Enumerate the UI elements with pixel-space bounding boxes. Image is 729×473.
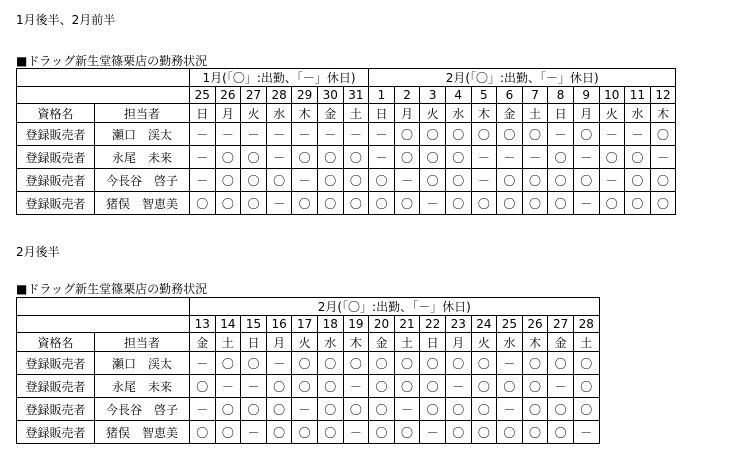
attendance-mark: － bbox=[215, 375, 241, 398]
weekday-cell: 日 bbox=[190, 104, 216, 123]
day-number: 5 bbox=[471, 87, 497, 104]
attendance-mark: － bbox=[215, 123, 241, 146]
corner-cell bbox=[17, 69, 190, 87]
month-header: 2月(「〇」:出勤、「－」休日) bbox=[190, 298, 600, 316]
attendance-mark: 〇 bbox=[548, 169, 574, 192]
attendance-mark: 〇 bbox=[599, 192, 625, 215]
attendance-mark: － bbox=[445, 375, 471, 398]
attendance-mark: 〇 bbox=[420, 398, 446, 421]
attendance-mark: － bbox=[241, 123, 267, 146]
attendance-mark: － bbox=[292, 123, 318, 146]
attendance-mark: － bbox=[266, 192, 292, 215]
attendance-mark: 〇 bbox=[420, 123, 446, 146]
attendance-mark: 〇 bbox=[471, 192, 497, 215]
attendance-mark: － bbox=[241, 421, 267, 444]
staff-name-cell: 今長谷 啓子 bbox=[95, 398, 190, 421]
attendance-mark: 〇 bbox=[445, 352, 471, 375]
attendance-mark: 〇 bbox=[420, 375, 446, 398]
attendance-mark: 〇 bbox=[266, 375, 292, 398]
attendance-mark: 〇 bbox=[394, 375, 420, 398]
attendance-mark: 〇 bbox=[522, 352, 548, 375]
attendance-mark: 〇 bbox=[394, 421, 420, 444]
attendance-mark: 〇 bbox=[190, 375, 216, 398]
attendance-mark: － bbox=[497, 398, 523, 421]
day-number: 23 bbox=[445, 316, 471, 333]
month-header: 2月(「〇」:出勤、「－」休日) bbox=[369, 69, 676, 87]
attendance-mark: 〇 bbox=[266, 421, 292, 444]
section-heading-second: 2月後半 bbox=[16, 245, 60, 259]
attendance-mark: 〇 bbox=[241, 352, 267, 375]
attendance-mark: 〇 bbox=[317, 146, 343, 169]
qualification-cell: 登録販売者 bbox=[17, 169, 95, 192]
attendance-mark: 〇 bbox=[369, 398, 395, 421]
attendance-mark: － bbox=[599, 169, 625, 192]
attendance-mark: － bbox=[497, 146, 523, 169]
weekday-cell: 金 bbox=[190, 333, 216, 352]
attendance-mark: 〇 bbox=[317, 421, 343, 444]
day-number: 21 bbox=[394, 316, 420, 333]
attendance-mark: 〇 bbox=[522, 123, 548, 146]
attendance-mark: － bbox=[266, 352, 292, 375]
attendance-mark: － bbox=[420, 421, 446, 444]
attendance-mark: 〇 bbox=[573, 375, 599, 398]
attendance-mark: 〇 bbox=[369, 421, 395, 444]
attendance-mark: 〇 bbox=[548, 192, 574, 215]
attendance-mark: － bbox=[190, 169, 216, 192]
qualification-cell: 登録販売者 bbox=[17, 352, 95, 375]
attendance-mark: － bbox=[420, 192, 446, 215]
month-header: 1月(「〇」:出勤、「－」休日) bbox=[190, 69, 369, 87]
day-number: 14 bbox=[215, 316, 241, 333]
qualification-cell: 登録販売者 bbox=[17, 421, 95, 444]
attendance-mark: － bbox=[241, 375, 267, 398]
attendance-mark: 〇 bbox=[241, 146, 267, 169]
attendance-mark: 〇 bbox=[266, 169, 292, 192]
schedule-table-2 bbox=[16, 297, 600, 444]
weekday-cell: 金 bbox=[317, 104, 343, 123]
attendance-mark: 〇 bbox=[343, 352, 369, 375]
staff-row bbox=[17, 421, 600, 444]
staff-row bbox=[17, 352, 600, 375]
attendance-mark: 〇 bbox=[548, 352, 574, 375]
weekday-cell: 木 bbox=[343, 333, 369, 352]
attendance-mark: 〇 bbox=[343, 192, 369, 215]
staff-header: 担当者 bbox=[95, 333, 190, 352]
attendance-mark: 〇 bbox=[445, 169, 471, 192]
day-number: 24 bbox=[471, 316, 497, 333]
weekday-cell: 水 bbox=[497, 333, 523, 352]
attendance-mark: 〇 bbox=[215, 169, 241, 192]
attendance-mark: 〇 bbox=[317, 375, 343, 398]
day-number: 7 bbox=[522, 87, 548, 104]
attendance-mark: 〇 bbox=[343, 169, 369, 192]
weekday-cell: 土 bbox=[394, 333, 420, 352]
weekday-cell: 月 bbox=[394, 104, 420, 123]
attendance-mark: 〇 bbox=[369, 169, 395, 192]
staff-name-cell: 永尾 未来 bbox=[95, 375, 190, 398]
day-number: 26 bbox=[522, 316, 548, 333]
day-number: 4 bbox=[445, 87, 471, 104]
weekday-cell: 月 bbox=[573, 104, 599, 123]
attendance-mark: 〇 bbox=[497, 421, 523, 444]
attendance-mark: 〇 bbox=[497, 123, 523, 146]
weekday-cell: 木 bbox=[471, 104, 497, 123]
weekday-cell: 金 bbox=[497, 104, 523, 123]
staff-row bbox=[17, 398, 600, 421]
attendance-mark: 〇 bbox=[650, 169, 676, 192]
attendance-mark: 〇 bbox=[497, 169, 523, 192]
day-number: 18 bbox=[317, 316, 343, 333]
day-number: 6 bbox=[497, 87, 523, 104]
day-number: 25 bbox=[497, 316, 523, 333]
attendance-mark: 〇 bbox=[599, 146, 625, 169]
attendance-mark: － bbox=[369, 123, 395, 146]
qualification-cell: 登録販売者 bbox=[17, 123, 95, 146]
attendance-mark: － bbox=[394, 398, 420, 421]
qualification-cell: 登録販売者 bbox=[17, 375, 95, 398]
day-number: 12 bbox=[650, 87, 676, 104]
weekday-cell: 木 bbox=[522, 333, 548, 352]
store-title: ■ドラッグ新生堂篠栗店の勤務状況 bbox=[16, 54, 208, 68]
attendance-mark: － bbox=[573, 192, 599, 215]
attendance-mark: 〇 bbox=[369, 375, 395, 398]
attendance-mark: － bbox=[292, 169, 318, 192]
weekday-cell: 火 bbox=[292, 333, 318, 352]
attendance-mark: 〇 bbox=[445, 421, 471, 444]
attendance-mark: 〇 bbox=[317, 192, 343, 215]
attendance-mark: 〇 bbox=[394, 192, 420, 215]
qualification-header: 資格名 bbox=[17, 333, 95, 352]
weekday-cell: 土 bbox=[215, 333, 241, 352]
weekday-cell: 月 bbox=[266, 333, 292, 352]
attendance-mark: 〇 bbox=[548, 421, 574, 444]
attendance-mark: 〇 bbox=[241, 398, 267, 421]
attendance-mark: 〇 bbox=[650, 123, 676, 146]
day-number: 28 bbox=[573, 316, 599, 333]
day-number: 20 bbox=[369, 316, 395, 333]
attendance-mark: 〇 bbox=[394, 123, 420, 146]
staff-row bbox=[17, 375, 600, 398]
day-number: 9 bbox=[573, 87, 599, 104]
qualification-cell: 登録販売者 bbox=[17, 398, 95, 421]
staff-name-cell: 今長谷 啓子 bbox=[95, 169, 190, 192]
attendance-mark: 〇 bbox=[317, 398, 343, 421]
attendance-mark: 〇 bbox=[292, 352, 318, 375]
attendance-mark: 〇 bbox=[573, 169, 599, 192]
day-number: 11 bbox=[625, 87, 651, 104]
weekday-cell: 火 bbox=[420, 104, 446, 123]
weekday-cell: 火 bbox=[471, 333, 497, 352]
qualification-header: 資格名 bbox=[17, 104, 95, 123]
attendance-mark: 〇 bbox=[650, 192, 676, 215]
attendance-mark: 〇 bbox=[471, 421, 497, 444]
attendance-mark: 〇 bbox=[625, 192, 651, 215]
attendance-mark: － bbox=[266, 146, 292, 169]
attendance-mark: 〇 bbox=[625, 169, 651, 192]
attendance-mark: 〇 bbox=[241, 169, 267, 192]
attendance-mark: 〇 bbox=[445, 123, 471, 146]
weekday-cell: 月 bbox=[445, 333, 471, 352]
attendance-mark: － bbox=[599, 123, 625, 146]
attendance-mark: 〇 bbox=[497, 375, 523, 398]
weekday-cell: 日 bbox=[241, 333, 267, 352]
attendance-mark: 〇 bbox=[190, 421, 216, 444]
attendance-mark: 〇 bbox=[497, 192, 523, 215]
attendance-mark: － bbox=[522, 146, 548, 169]
attendance-mark: 〇 bbox=[190, 192, 216, 215]
attendance-mark: 〇 bbox=[266, 398, 292, 421]
weekday-cell: 土 bbox=[573, 333, 599, 352]
day-number: 10 bbox=[599, 87, 625, 104]
staff-name-cell: 永尾 未来 bbox=[95, 146, 190, 169]
attendance-mark: － bbox=[343, 375, 369, 398]
attendance-mark: 〇 bbox=[420, 352, 446, 375]
qualification-cell: 登録販売者 bbox=[17, 192, 95, 215]
day-number: 13 bbox=[190, 316, 216, 333]
attendance-mark: 〇 bbox=[369, 192, 395, 215]
weekday-cell: 金 bbox=[548, 333, 574, 352]
day-number: 28 bbox=[266, 87, 292, 104]
weekday-cell: 土 bbox=[343, 104, 369, 123]
attendance-mark: 〇 bbox=[471, 375, 497, 398]
attendance-mark: 〇 bbox=[445, 398, 471, 421]
attendance-mark: 〇 bbox=[548, 398, 574, 421]
day-number: 31 bbox=[343, 87, 369, 104]
day-number: 1 bbox=[369, 87, 395, 104]
qualification-cell: 登録販売者 bbox=[17, 146, 95, 169]
attendance-mark: 〇 bbox=[317, 352, 343, 375]
day-number: 26 bbox=[215, 87, 241, 104]
attendance-mark: 〇 bbox=[522, 169, 548, 192]
attendance-mark: － bbox=[471, 146, 497, 169]
attendance-mark: － bbox=[625, 123, 651, 146]
weekday-cell: 水 bbox=[625, 104, 651, 123]
attendance-mark: － bbox=[317, 123, 343, 146]
weekday-cell: 日 bbox=[548, 104, 574, 123]
attendance-mark: 〇 bbox=[522, 421, 548, 444]
day-number: 30 bbox=[317, 87, 343, 104]
attendance-mark: 〇 bbox=[394, 352, 420, 375]
attendance-mark: 〇 bbox=[215, 352, 241, 375]
staff-name-cell: 猪俣 智恵美 bbox=[95, 421, 190, 444]
attendance-mark: 〇 bbox=[343, 146, 369, 169]
attendance-mark: － bbox=[190, 398, 216, 421]
attendance-mark: 〇 bbox=[215, 146, 241, 169]
weekday-cell: 木 bbox=[650, 104, 676, 123]
attendance-mark: 〇 bbox=[241, 192, 267, 215]
attendance-mark: 〇 bbox=[215, 398, 241, 421]
staff-row bbox=[17, 123, 676, 146]
attendance-mark: 〇 bbox=[471, 123, 497, 146]
attendance-mark: 〇 bbox=[573, 398, 599, 421]
weekday-cell: 日 bbox=[420, 333, 446, 352]
attendance-mark: － bbox=[266, 123, 292, 146]
attendance-mark: － bbox=[573, 421, 599, 444]
weekday-cell: 金 bbox=[369, 333, 395, 352]
weekday-cell: 月 bbox=[215, 104, 241, 123]
attendance-mark: － bbox=[343, 421, 369, 444]
attendance-mark: － bbox=[343, 123, 369, 146]
store-title: ■ドラッグ新生堂篠栗店の勤務状況 bbox=[16, 282, 208, 296]
attendance-mark: 〇 bbox=[343, 398, 369, 421]
day-number: 27 bbox=[548, 316, 574, 333]
attendance-mark: 〇 bbox=[394, 146, 420, 169]
attendance-mark: － bbox=[573, 146, 599, 169]
weekday-cell: 木 bbox=[292, 104, 318, 123]
day-number: 17 bbox=[292, 316, 318, 333]
schedule-table-1 bbox=[16, 68, 676, 215]
blank-cell bbox=[17, 87, 190, 104]
day-number: 3 bbox=[420, 87, 446, 104]
attendance-mark: 〇 bbox=[445, 146, 471, 169]
attendance-mark: 〇 bbox=[445, 192, 471, 215]
attendance-mark: 〇 bbox=[369, 352, 395, 375]
day-number: 16 bbox=[266, 316, 292, 333]
day-number: 25 bbox=[190, 87, 216, 104]
day-number: 19 bbox=[343, 316, 369, 333]
attendance-mark: － bbox=[471, 169, 497, 192]
staff-name-cell: 瀬口 渓太 bbox=[95, 352, 190, 375]
attendance-mark: － bbox=[190, 146, 216, 169]
attendance-mark: － bbox=[548, 123, 574, 146]
attendance-mark: 〇 bbox=[317, 169, 343, 192]
staff-row bbox=[17, 169, 676, 192]
attendance-mark: － bbox=[190, 352, 216, 375]
blank-cell bbox=[17, 316, 190, 333]
attendance-mark: 〇 bbox=[420, 169, 446, 192]
attendance-mark: 〇 bbox=[292, 146, 318, 169]
section-heading-first: 1月後半、2月前半 bbox=[16, 13, 116, 27]
staff-name-cell: 瀬口 渓太 bbox=[95, 123, 190, 146]
weekday-cell: 水 bbox=[266, 104, 292, 123]
attendance-mark: － bbox=[292, 398, 318, 421]
attendance-mark: 〇 bbox=[573, 352, 599, 375]
attendance-mark: － bbox=[497, 352, 523, 375]
day-number: 8 bbox=[548, 87, 574, 104]
weekday-cell: 水 bbox=[445, 104, 471, 123]
attendance-mark: 〇 bbox=[471, 398, 497, 421]
staff-name-cell: 猪俣 智恵美 bbox=[95, 192, 190, 215]
staff-row bbox=[17, 146, 676, 169]
day-number: 22 bbox=[420, 316, 446, 333]
corner-cell bbox=[17, 298, 190, 316]
attendance-mark: 〇 bbox=[522, 398, 548, 421]
day-number: 27 bbox=[241, 87, 267, 104]
attendance-mark: 〇 bbox=[215, 192, 241, 215]
attendance-mark: 〇 bbox=[573, 123, 599, 146]
staff-header: 担当者 bbox=[95, 104, 190, 123]
attendance-mark: 〇 bbox=[471, 352, 497, 375]
attendance-mark: － bbox=[650, 146, 676, 169]
attendance-mark: － bbox=[548, 375, 574, 398]
weekday-cell: 土 bbox=[522, 104, 548, 123]
staff-row bbox=[17, 192, 676, 215]
attendance-mark: 〇 bbox=[292, 375, 318, 398]
day-number: 2 bbox=[394, 87, 420, 104]
attendance-mark: 〇 bbox=[420, 146, 446, 169]
weekday-cell: 火 bbox=[599, 104, 625, 123]
attendance-mark: － bbox=[394, 169, 420, 192]
attendance-mark: － bbox=[190, 123, 216, 146]
day-number: 15 bbox=[241, 316, 267, 333]
attendance-mark: － bbox=[369, 146, 395, 169]
attendance-mark: 〇 bbox=[292, 192, 318, 215]
attendance-mark: 〇 bbox=[215, 421, 241, 444]
weekday-cell: 火 bbox=[241, 104, 267, 123]
attendance-mark: 〇 bbox=[548, 146, 574, 169]
attendance-mark: 〇 bbox=[522, 192, 548, 215]
attendance-mark: 〇 bbox=[522, 375, 548, 398]
attendance-mark: 〇 bbox=[625, 146, 651, 169]
weekday-cell: 水 bbox=[317, 333, 343, 352]
day-number: 29 bbox=[292, 87, 318, 104]
weekday-cell: 日 bbox=[369, 104, 395, 123]
attendance-mark: 〇 bbox=[292, 421, 318, 444]
